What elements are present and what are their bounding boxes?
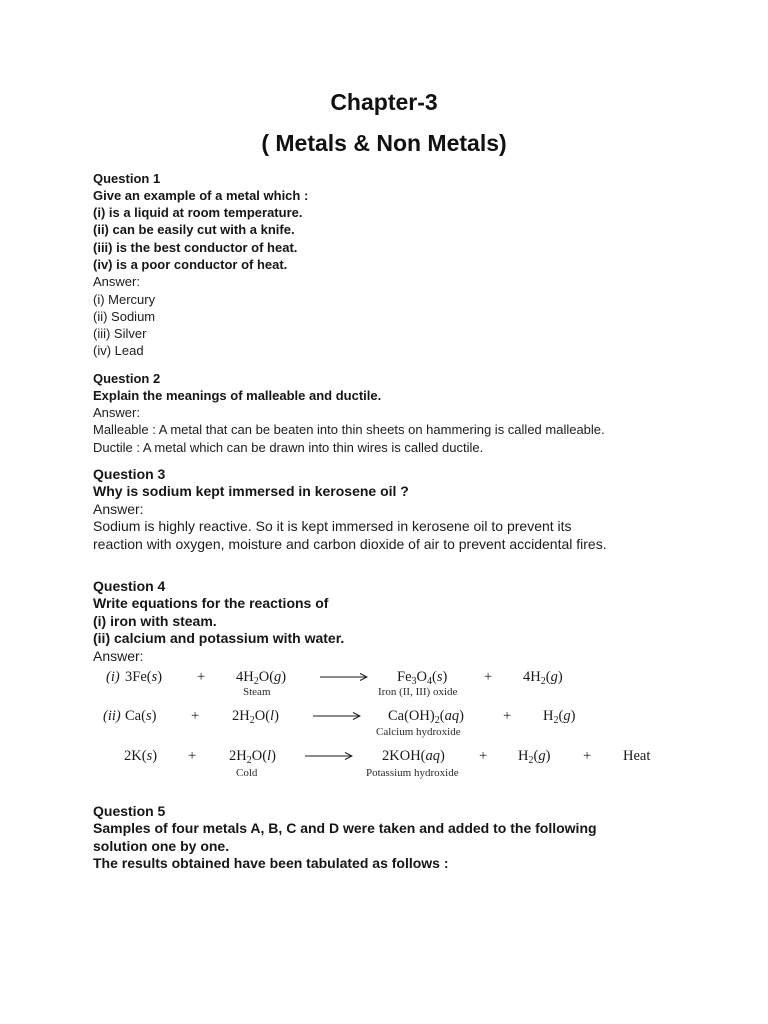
reactant-formula bbox=[125, 707, 156, 725]
product-formula bbox=[388, 707, 464, 725]
formula-text: ) bbox=[157, 669, 163, 685]
question-prompt-line: (iv) is a poor conductor of heat. bbox=[93, 256, 288, 272]
formula-text: Ca( bbox=[125, 708, 146, 724]
formula-text: ) bbox=[281, 669, 287, 685]
heat-label: Heat bbox=[623, 748, 651, 764]
answer-line: Ductile : A metal which can be drawn into thin wires is called ductile. bbox=[93, 439, 484, 455]
equation-label: (ii) bbox=[103, 708, 121, 724]
formula-text: O( bbox=[254, 708, 271, 724]
formula-state: g bbox=[550, 669, 558, 685]
formula-state: l bbox=[267, 748, 272, 764]
formula-subscript: 2 bbox=[249, 715, 255, 726]
formula-state: l bbox=[270, 708, 275, 724]
formula-text: 2KOH( bbox=[382, 748, 426, 764]
question-1 bbox=[93, 170, 733, 360]
formula-note: Potassium hydroxide bbox=[366, 767, 459, 779]
question-heading: Question 1 bbox=[93, 170, 161, 186]
formula-text: 2K( bbox=[124, 748, 147, 764]
formula-text: ( bbox=[558, 708, 564, 724]
answer-line: Sodium is highly reactive. So it is kept immersed in kerosene oil to prevent its bbox=[93, 518, 572, 535]
plus-sign: + bbox=[583, 748, 592, 764]
formula-text: 4H bbox=[523, 669, 541, 685]
product-formula bbox=[543, 707, 575, 725]
formula-subscript: 2 bbox=[253, 676, 259, 687]
formula-text: ) bbox=[271, 748, 276, 764]
answer-line: (iv) Lead bbox=[93, 343, 144, 359]
question-prompt-line: Give an example of a metal which : bbox=[93, 187, 309, 203]
chapter-title: Chapter-3 bbox=[330, 89, 438, 115]
question-4 bbox=[93, 578, 733, 665]
plus-sign: + bbox=[188, 748, 197, 764]
formula-text: ) bbox=[545, 748, 551, 764]
answer-label: Answer: bbox=[93, 647, 144, 664]
formula-text: ) bbox=[152, 748, 158, 764]
formula-note: Calcium hydroxide bbox=[376, 726, 461, 738]
formula-text: ) bbox=[151, 708, 157, 724]
question-heading: Question 5 bbox=[93, 803, 166, 819]
question-prompt-line: The results obtained have been tabulated as follows : bbox=[93, 855, 449, 872]
equation-label: (i) bbox=[106, 669, 120, 685]
product-formula bbox=[397, 668, 447, 686]
formula-text: ) bbox=[570, 708, 576, 724]
reaction-arrow bbox=[313, 711, 361, 721]
answer-label: Answer: bbox=[93, 405, 140, 421]
question-prompt-line: solution one by one. bbox=[93, 837, 230, 854]
formula-state: g bbox=[563, 708, 571, 724]
question-prompt-line: (ii) calcium and potassium with water. bbox=[93, 630, 345, 647]
reactant-formula bbox=[229, 747, 276, 765]
formula-state: aq bbox=[425, 748, 440, 764]
formula-state: aq bbox=[444, 708, 460, 724]
product-formula bbox=[518, 747, 550, 765]
formula-subscript: 2 bbox=[540, 676, 546, 687]
question-prompt-line: (iii) is the best conductor of heat. bbox=[93, 239, 298, 255]
answer-label: Answer: bbox=[93, 500, 144, 517]
formula-text: 2H bbox=[232, 708, 250, 724]
formula-text: Fe bbox=[397, 669, 412, 685]
formula-subscript: 3 bbox=[411, 676, 417, 687]
reactant-formula bbox=[232, 707, 279, 725]
formula-text: ) bbox=[557, 669, 563, 685]
formula-text: ) bbox=[459, 708, 464, 724]
question-3 bbox=[93, 466, 733, 553]
formula-text: ( bbox=[431, 669, 437, 685]
reaction-arrow bbox=[320, 672, 368, 682]
plus-sign: + bbox=[197, 669, 206, 685]
formula-text: H bbox=[543, 708, 554, 724]
formula-text: O( bbox=[258, 669, 275, 685]
formula-state: g bbox=[274, 669, 282, 685]
formula-subscript: 2 bbox=[434, 715, 440, 726]
question-heading: Question 3 bbox=[93, 466, 166, 482]
reactant-formula bbox=[236, 668, 286, 686]
answer-line: (i) Mercury bbox=[93, 291, 156, 307]
question-prompt-line: Write equations for the reactions of bbox=[93, 595, 329, 612]
plus-sign: + bbox=[479, 748, 488, 764]
formula-text: ( bbox=[533, 748, 539, 764]
formula-note: Steam bbox=[243, 686, 271, 698]
formula-text: O( bbox=[251, 748, 268, 764]
formula-text: ( bbox=[439, 708, 445, 724]
question-5 bbox=[93, 803, 733, 873]
formula-state: s bbox=[436, 669, 443, 685]
answer-line: (ii) Sodium bbox=[93, 308, 156, 324]
formula-text: H bbox=[518, 748, 529, 764]
formula-subscript: 2 bbox=[246, 755, 252, 766]
formula-note: Cold bbox=[236, 767, 258, 779]
question-prompt-line: Why is sodium kept immersed in kerosene oil ? bbox=[93, 483, 409, 500]
answer-line: reaction with oxygen, moisture and carbon dioxide of air to prevent accidental fires. bbox=[93, 535, 607, 552]
question-heading: Question 4 bbox=[93, 578, 166, 594]
question-2 bbox=[93, 370, 733, 456]
formula-text: ( bbox=[545, 669, 551, 685]
formula-text: 3Fe( bbox=[125, 669, 152, 685]
product-formula bbox=[523, 668, 563, 686]
formula-state: s bbox=[146, 748, 153, 764]
formula-text: 4H bbox=[236, 669, 254, 685]
formula-text: ) bbox=[442, 669, 448, 685]
plus-sign: + bbox=[503, 708, 512, 724]
formula-note: Iron (II, III) oxide bbox=[378, 686, 458, 698]
question-prompt-line: (i) is a liquid at room temperature. bbox=[93, 205, 303, 221]
formula-subscript: 2 bbox=[528, 755, 534, 766]
formula-state: s bbox=[151, 669, 158, 685]
chapter-subtitle: ( Metals & Non Metals) bbox=[261, 130, 507, 156]
formula-text: 2H bbox=[229, 748, 247, 764]
formula-state: g bbox=[538, 748, 546, 764]
question-prompt-line: (i) iron with steam. bbox=[93, 612, 217, 629]
formula-state: s bbox=[145, 708, 152, 724]
answer-line: Malleable : A metal that can be beaten into thin sheets on hammering is called malleable. bbox=[93, 422, 605, 438]
product-formula bbox=[382, 747, 445, 765]
plus-sign: + bbox=[484, 669, 493, 685]
question-prompt-line: Samples of four metals A, B, C and D were taken and added to the following bbox=[93, 820, 597, 837]
reaction-arrow bbox=[305, 751, 353, 761]
formula-text: O bbox=[416, 669, 427, 685]
plus-sign: + bbox=[191, 708, 200, 724]
formula-subscript: 4 bbox=[426, 676, 432, 687]
answer-label: Answer: bbox=[93, 274, 140, 290]
answer-line: (iii) Silver bbox=[93, 326, 147, 342]
formula-subscript: 2 bbox=[553, 715, 559, 726]
reactant-formula bbox=[125, 668, 162, 686]
formula-text: Ca(OH) bbox=[388, 708, 435, 724]
question-heading: Question 2 bbox=[93, 370, 161, 386]
question-prompt-line: (ii) can be easily cut with a knife. bbox=[93, 222, 295, 238]
formula-text: ) bbox=[274, 708, 279, 724]
question-prompt-line: Explain the meanings of malleable and ductile. bbox=[93, 387, 382, 403]
reactant-formula bbox=[124, 747, 157, 765]
formula-text: ) bbox=[440, 748, 445, 764]
